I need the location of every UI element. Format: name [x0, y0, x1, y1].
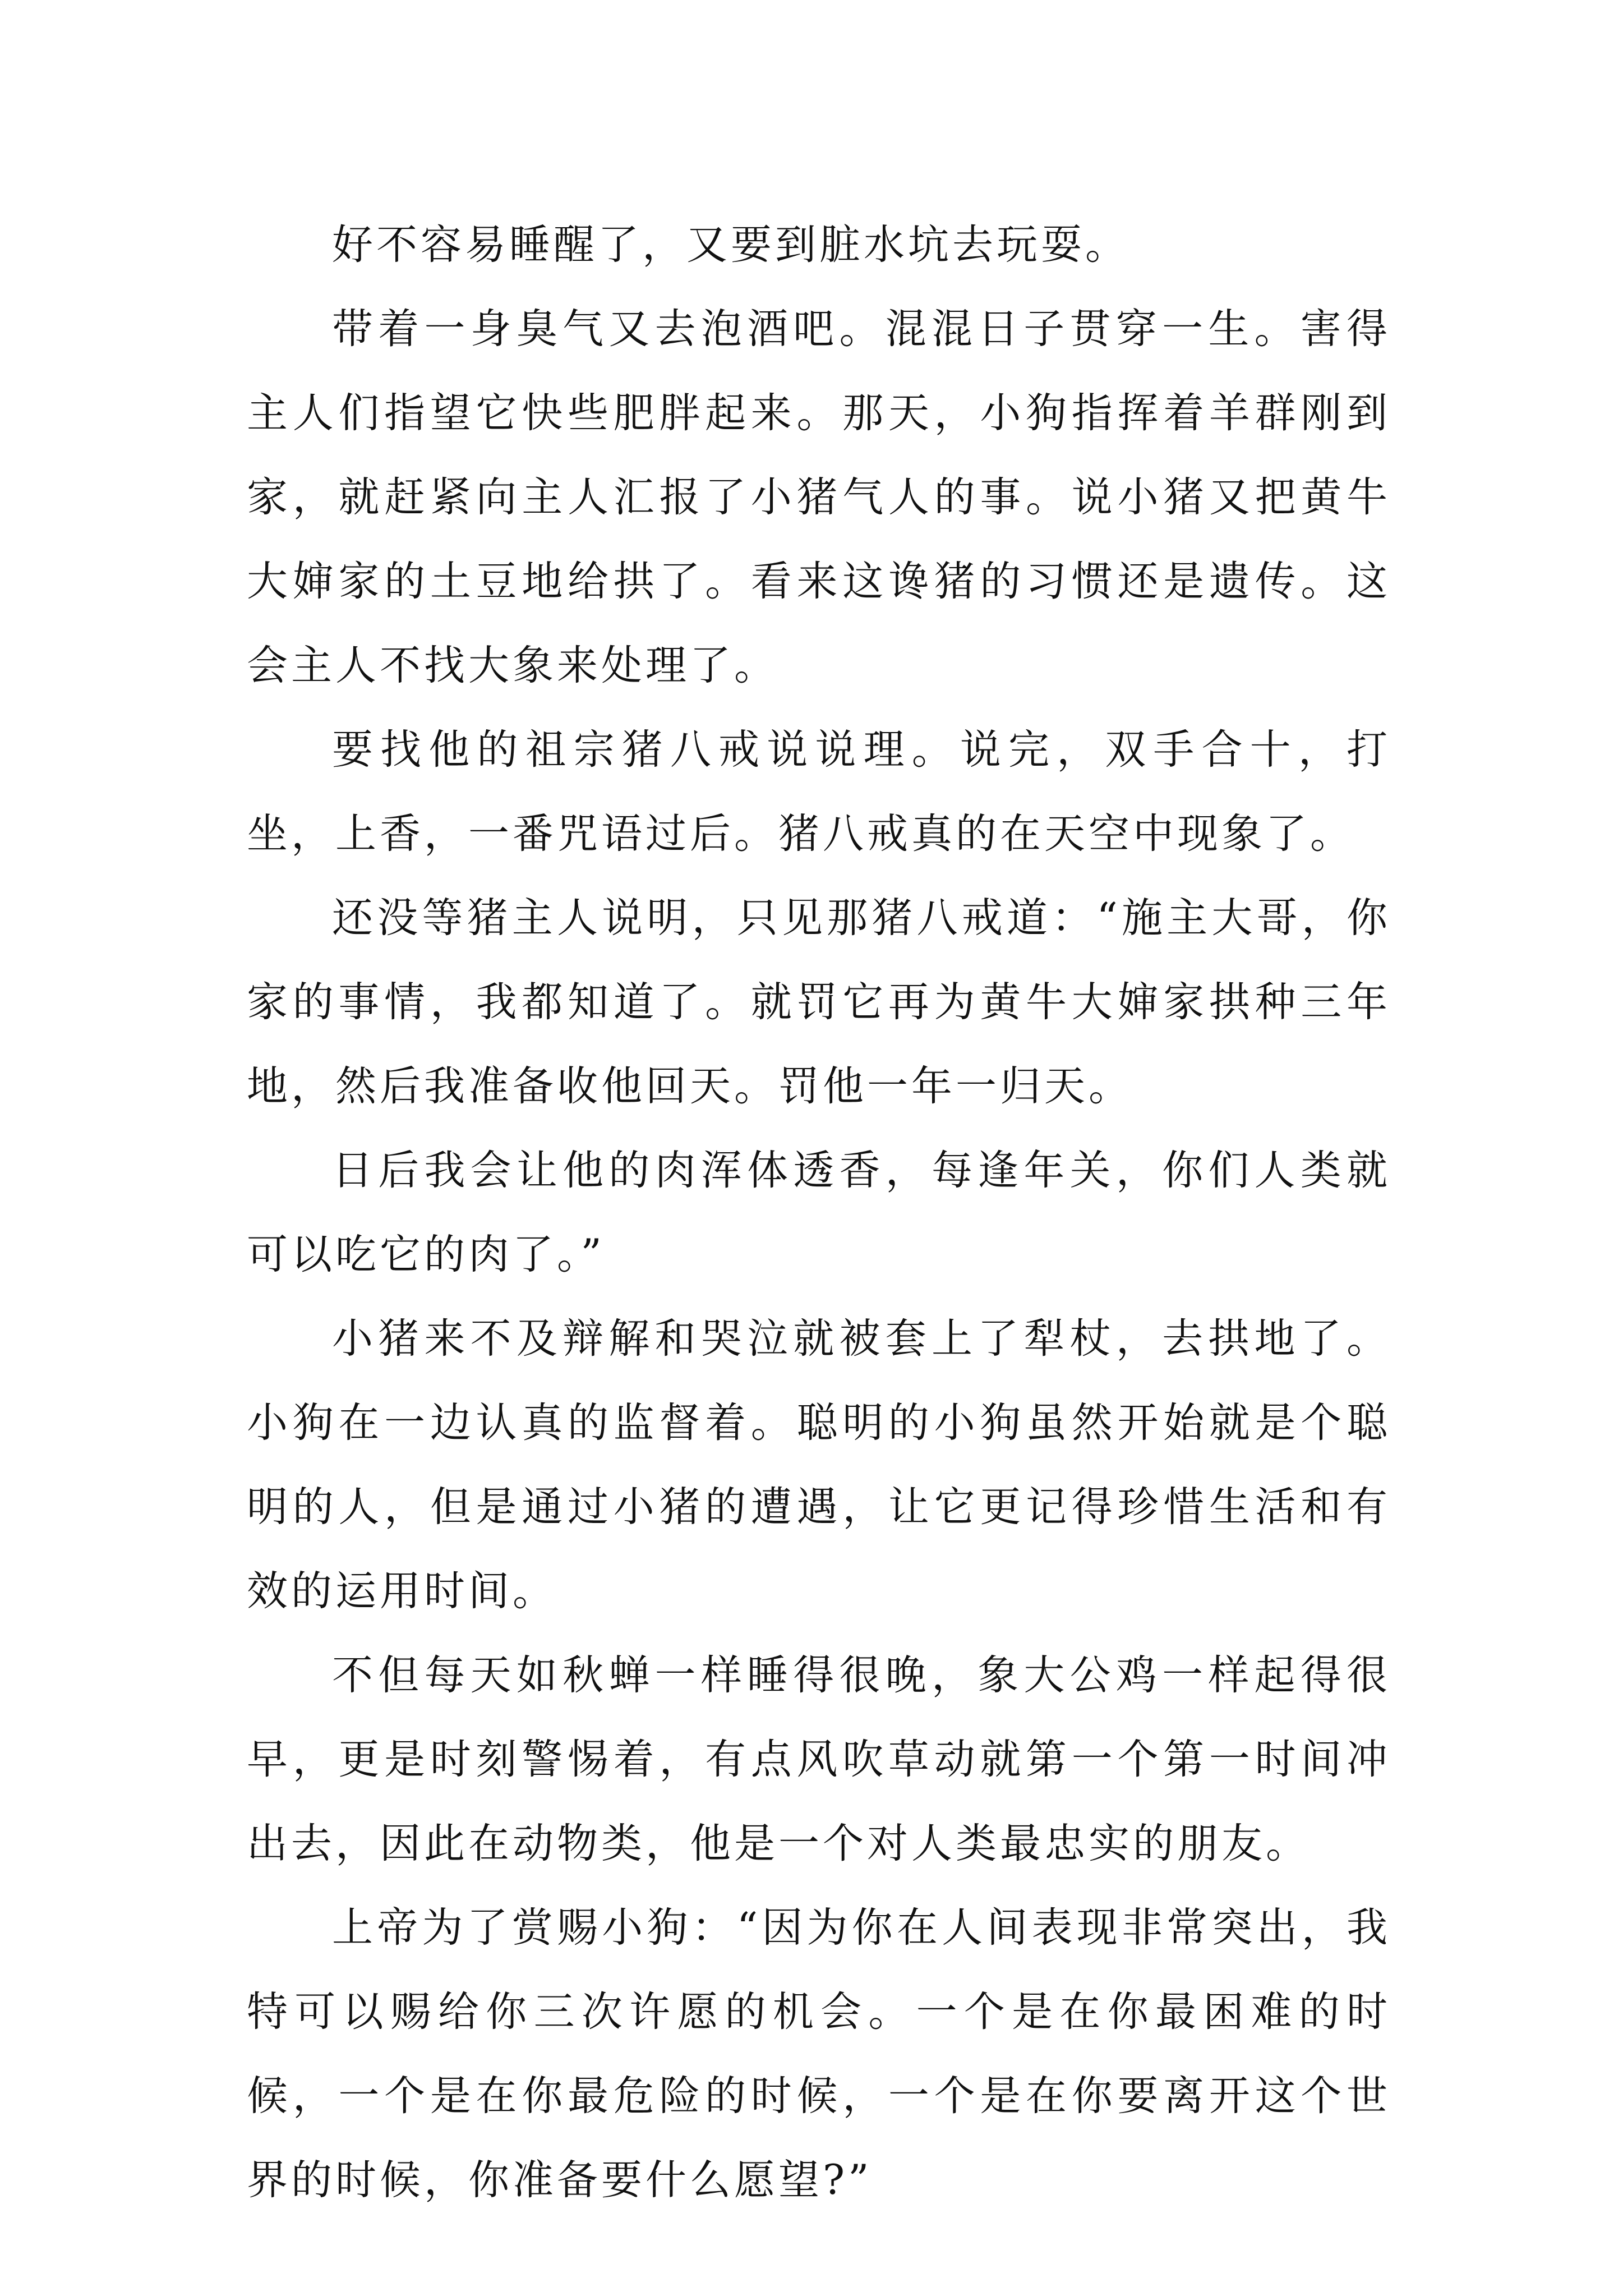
paragraph-8: 上帝为了赏赐小狗：“因为你在人间表现非常突出，我特可以赐给你三次许愿的机会。一个是在你最困难的时候，一个是在你最危险的时候，一个是在你要离开这个世界的时候，你准备要什么愿望?”: [247, 1904, 1391, 2204]
paragraph-2: 带着一身臭气又去泡酒吧。混混日子贯穿一生。害得主人们指望它快些肥胖起来。那天，小狗指挥着羊群刚到家，就赶紧向主人汇报了小猪气人的事。说小猪又把黄牛大婶家的土豆地给拱了。看来这谗猪的习惯还是遗传。这会主人不找大象来处理了。: [247, 305, 1391, 689]
paragraph-3: 要找他的祖宗猪八戒说说理。说完，双手合十，打坐，上香，一番咒语过后。猪八戒真的在天空中现象了。: [247, 726, 1391, 858]
paragraph-5: 日后我会让他的肉浑体透香，每逢年关，你们人类就可以吃它的肉了。”: [247, 1147, 1391, 1278]
paragraph-4: 还没等猪主人说明，只见那猪八戒道：“施主大哥，你家的事情，我都知道了。就罚它再为黄牛大婶家拱种三年地，然后我准备收他回天。罚他一年一归天。: [247, 894, 1391, 1110]
paragraph-7: 不但每天如秋蝉一样睡得很晚，象大公鸡一样起得很早，更是时刻警惕着，有点风吹草动就第一个第一时间冲出去，因此在动物类，他是一个对人类最忠实的朋友。: [247, 1651, 1391, 1867]
paragraph-1: 好不容易睡醒了，又要到脏水坑去玩耍。: [332, 221, 1129, 269]
body-text: [247, 203, 1391, 2223]
paragraph-6: 小猪来不及辩解和哭泣就被套上了犁杖，去拱地了。小狗在一边认真的监督着。聪明的小狗虽然开始就是个聪明的人，但是通过小猪的遭遇，让它更记得珍惜生活和有效的运用时间。: [247, 1315, 1391, 1615]
